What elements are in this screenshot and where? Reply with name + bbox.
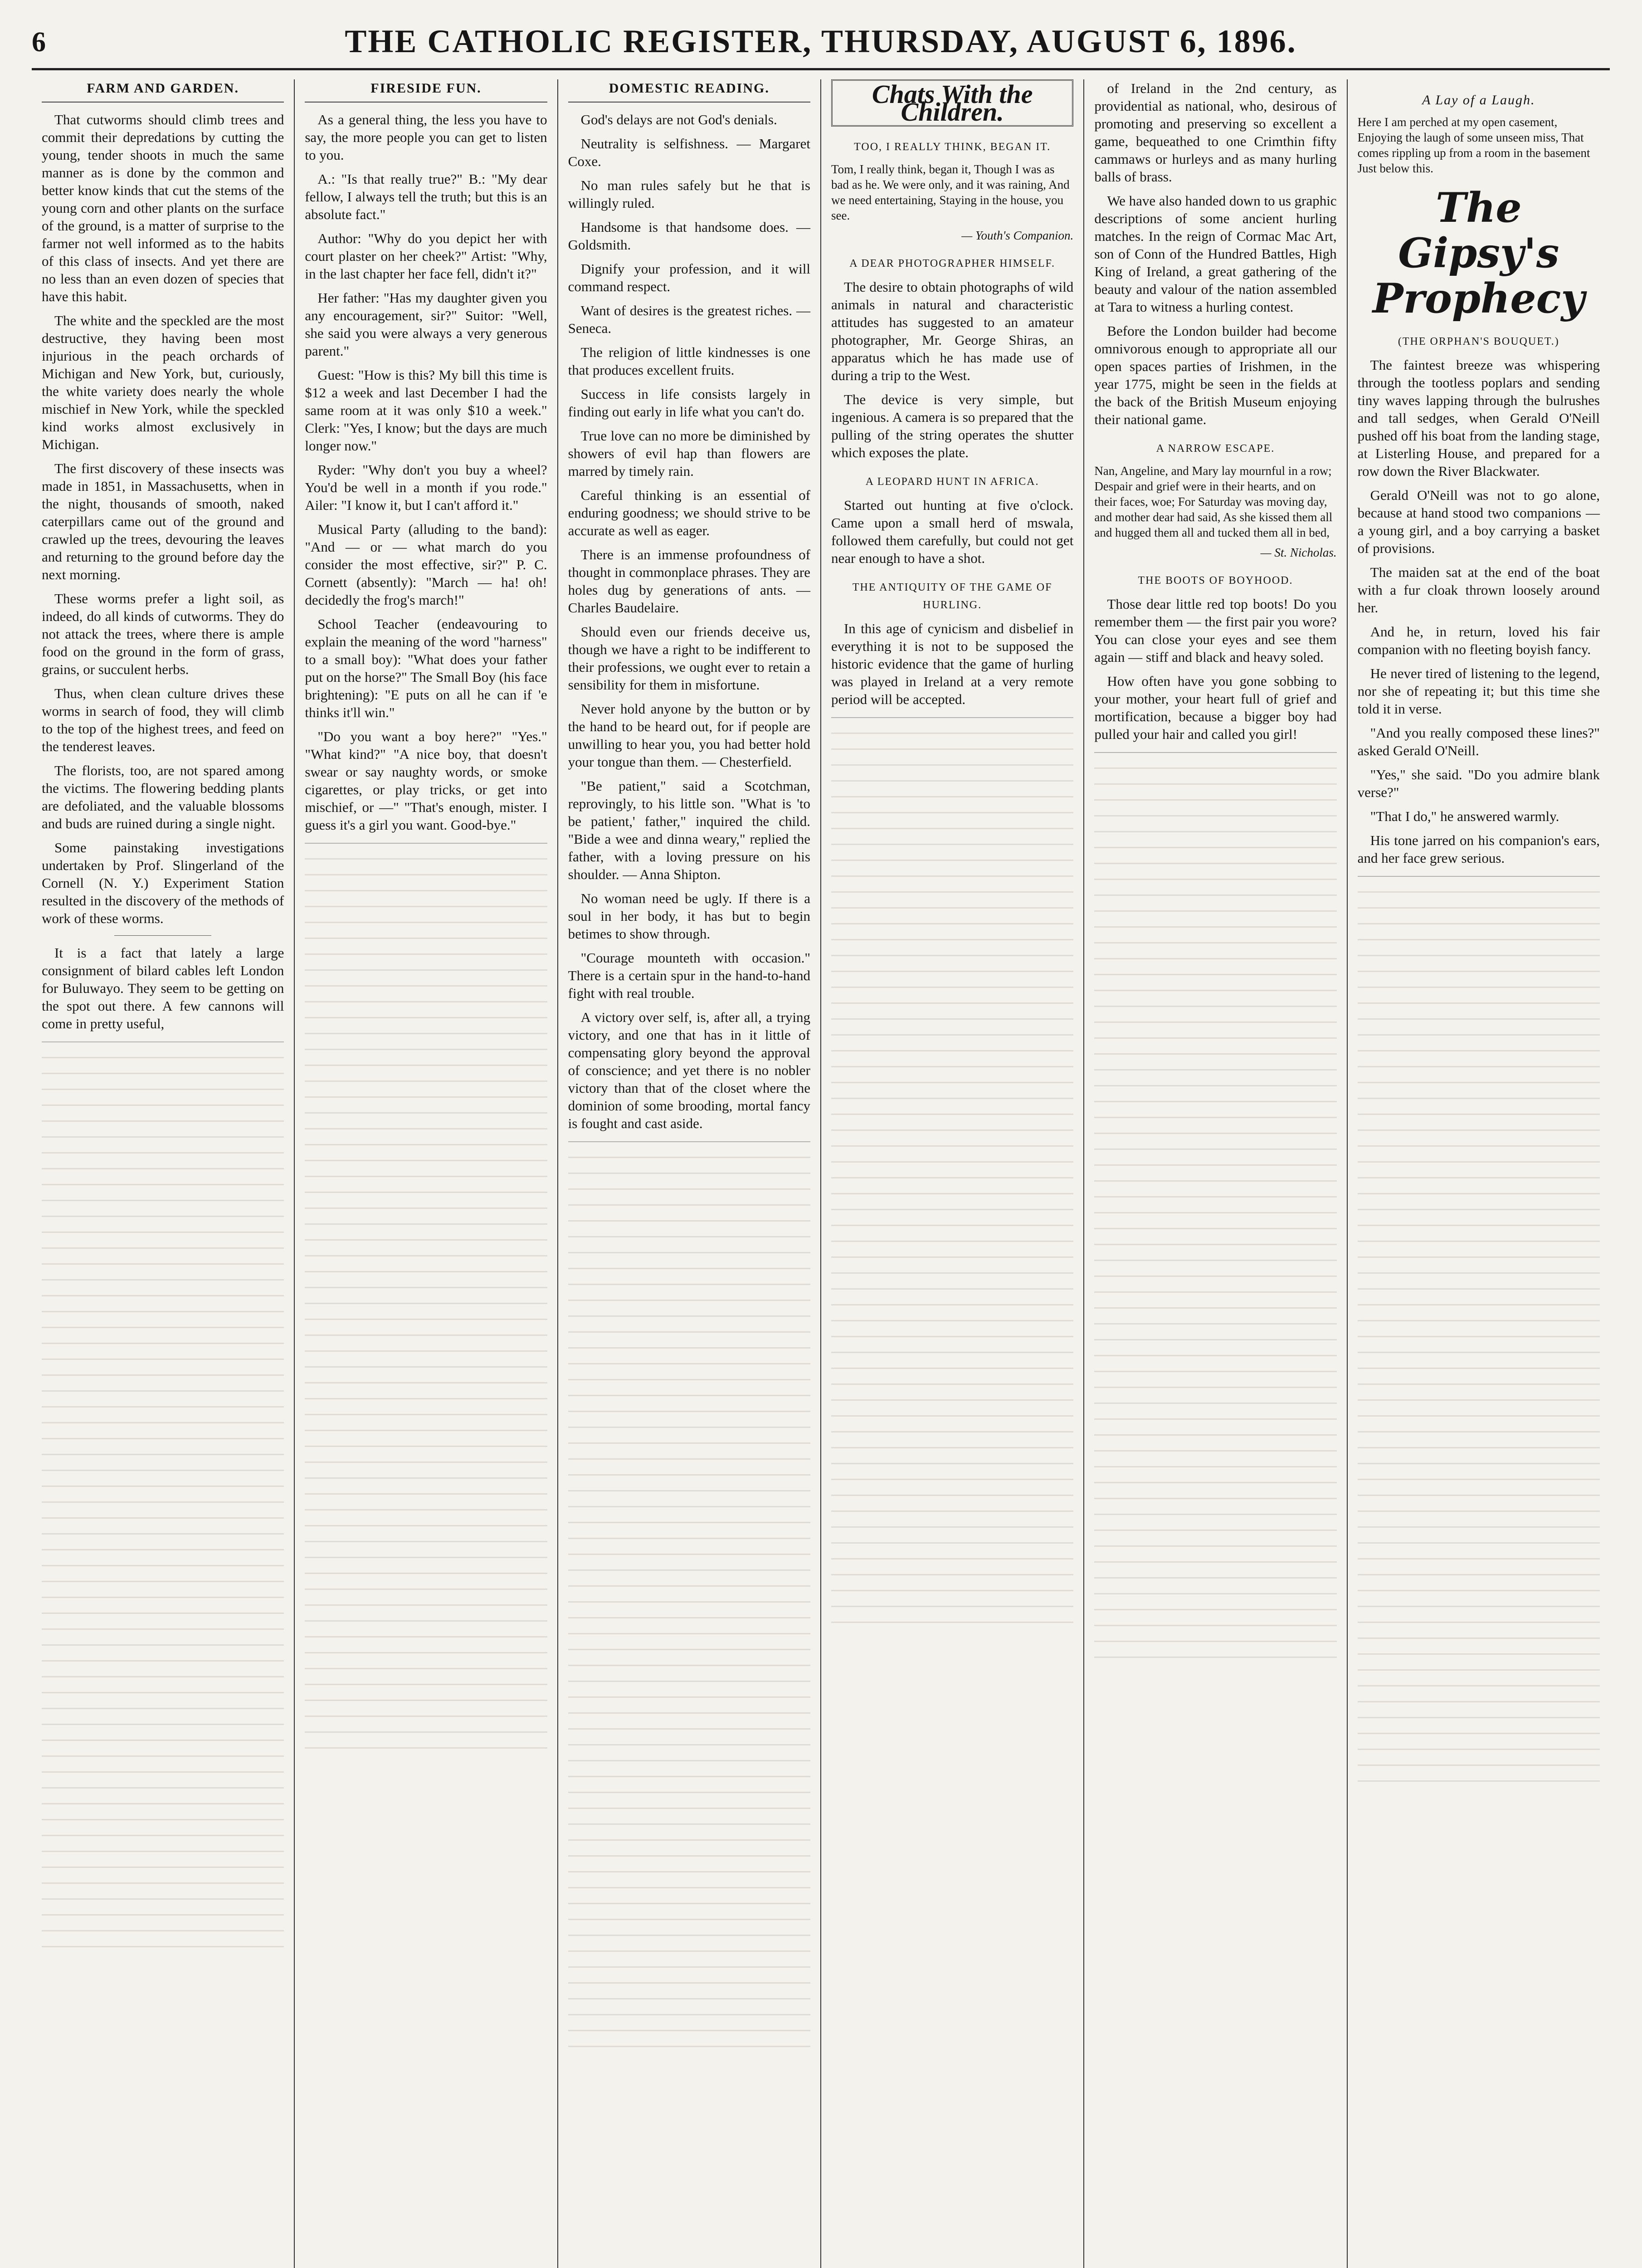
body-text-lines bbox=[831, 717, 1073, 1625]
paragraph: "Yes," she said. "Do you admire blank verse?" bbox=[1357, 767, 1600, 800]
column-gipsys-prophecy bbox=[1348, 79, 1610, 2268]
paragraph: Neutrality is selfishness. — Margaret Coxe. bbox=[568, 136, 810, 169]
paragraph: Guest: "How is this? My bill this time is $12 a week and last December I had the same room at it was only $10 a week." Clerk: "Yes, I know; but the days are much longer now." bbox=[305, 367, 547, 454]
poem bbox=[831, 161, 1073, 243]
paragraph: Thus, when clean culture drives these worms in search of food, they will climb to the top of the highest trees, and feed on the tenderest leaves. bbox=[42, 685, 284, 754]
poem-text: Nan, Angeline, and Mary lay mournful in a row; Despair and grief were in their hearts, and on their faces, woe; For Saturday was moving day, and mother dear had said, As she kissed them all and hugged them all and tucked them all in bed, bbox=[1094, 464, 1333, 539]
paragraph: It is a fact that lately a large consignment of bilard cables left London for Buluwayo. They seem to be getting on the spot out there. A few cannons will come in pretty useful, bbox=[42, 945, 284, 1031]
paragraph: "That I do," he answered warmly. bbox=[1370, 808, 1559, 824]
paragraph: Musical Party (alluding to the band): "And — or — what march do you consider the most effective, sir?" P. C. Cornett (absently): "March — ha! oh! decidedly the frog's march!" bbox=[305, 521, 547, 608]
newspaper-title: THE CATHOLIC REGISTER, THURSDAY, AUGUST 6, 1896. bbox=[345, 23, 1297, 59]
paragraph: How often have you gone sobbing to your mother, your heart full of grief and mortification, because a bigger boy had pulled your hair and called you girl! bbox=[1094, 673, 1337, 742]
article-title: A DEAR PHOTOGRAPHER HIMSELF. bbox=[849, 258, 1055, 269]
paragraph: We have also handed down to us graphic descriptions of some ancient hurling matches. In the reign of Cormac Mac Art, son of Conn of the Hundred Battles, High King of Ireland, a great gathering of the beauty and valour of the nation assembled at Tara to witness a hurling contest. bbox=[1094, 193, 1337, 315]
paragraph: In this age of cynicism and disbelief in everything it is not to be supposed the historic evidence that the game of hurling was played in Ireland at a very remote period will be accepted. bbox=[831, 621, 1074, 707]
paragraph: Her father: "Has my daughter given you any encouragement, sir?" Suitor: "Well, she said you were always a very generous parent." bbox=[305, 290, 547, 359]
paragraph: The maiden sat at the end of the boat with a fur cloak thrown loosely around her. bbox=[1357, 564, 1600, 616]
paragraph: Want of desires is the greatest riches. — Seneca. bbox=[568, 303, 810, 336]
poem-title: A Lay of a Laugh. bbox=[1422, 93, 1535, 108]
paragraph: Ryder: "Why don't you buy a wheel? You'd be well in a month if you rode." Ailer: "I know it, but I can't afford it." bbox=[305, 462, 547, 513]
paragraph: Careful thinking is an essential of enduring goodness; we should strive to be accurate as well as eager. bbox=[568, 487, 810, 538]
poem-title: A NARROW ESCAPE. bbox=[1156, 443, 1275, 455]
body-text-lines bbox=[568, 1141, 810, 2049]
paragraph: School Teacher (endeavouring to explain the meaning of the word "harness" to a small boy): "What does your father put on the horse?" The Small Boy (his face brightening): "E puts on all he can if 'e thinks it'll win." bbox=[305, 616, 547, 720]
poem-text: Here I am perched at my open casement, Enjoying the laugh of some unseen miss, That comes rippling up from a room in the basement Just below this. bbox=[1357, 115, 1590, 175]
section-heading: FIRESIDE FUN. bbox=[305, 79, 547, 103]
body-text-lines bbox=[305, 843, 547, 1751]
paragraph: The first discovery of these insects was made in 1851, in Massachusetts, when in the night, thousands of smooth, naked caterpillars came out of the ground and crawled up the trees, devouring the leaves and returning to the ground before day the next morning. bbox=[42, 460, 284, 582]
paragraph: His tone jarred on his companion's ears, and her face grew serious. bbox=[1357, 832, 1600, 866]
paragraph: The device is very simple, but ingenious. A camera is so prepared that the pulling of the string operates the shutter which exposes the plate. bbox=[831, 391, 1074, 460]
paragraph: "And you really composed these lines?" asked Gerald O'Neill. bbox=[1357, 725, 1600, 758]
story-title: The Gipsy's Prophecy bbox=[1372, 184, 1585, 323]
paragraph: As a general thing, the less you have to say, the more people you can get to listen to you. bbox=[305, 112, 547, 163]
paragraph: The florists, too, are not spared among the victims. The flowering bedding plants are defoliated, and the valuable blossoms and buds are ruined during a single night. bbox=[42, 763, 284, 831]
page-number: 6 bbox=[32, 27, 46, 58]
paragraph: These worms prefer a light soil, as indeed, do all kinds of cutworms. They do not attack the trees, where there is ample food on the ground in the form of grass, grains, or succulent herbs. bbox=[42, 591, 284, 677]
paragraph: Some painstaking investigations undertaken by Prof. Slingerland of the Cornell (N. Y.) Experiment Station resulted in the discovery of the methods of work of these worms. bbox=[42, 840, 284, 926]
paragraph: There is an immense profoundness of thought in commonplace phrases. They are holes dug by generations of ants. — Charles Baudelaire. bbox=[568, 547, 810, 616]
paragraph: The desire to obtain photographs of wild animals in natural and characteristic attitudes has suggested to an amateur photographer, Mr. George Shiras, an apparatus which he has made use of during a trip to the West. bbox=[831, 279, 1074, 383]
column-farm-and-garden bbox=[32, 79, 295, 2268]
paragraph: A victory over self, is, after all, a trying victory, and one that has in it little of compensating glory beyond the approval of conscience; and yet there is no nobler victory than that of the closet where the dominion of some brooding, mortal fancy is fought and cast aside. bbox=[568, 1009, 810, 1131]
masthead bbox=[32, 18, 1610, 70]
attribution: — St. Nicholas. bbox=[1260, 546, 1337, 559]
paragraph: "Do you want a boy here?" "Yes." "What kind?" "A nice boy, that doesn't swear or say naughty words, or smoke cigarettes, or play tricks, or get into mischief, or —" "That's enough, mister. I guess it's a girl you want. Good-bye." bbox=[305, 728, 547, 833]
paragraph: Success in life consists largely in finding out early in life what you can't do. bbox=[568, 386, 810, 420]
paragraph: "Courage mounteth with occasion." There is a certain spur in the hand-to-hand fight with real trouble. bbox=[568, 950, 810, 1001]
column-hurling-continued bbox=[1084, 79, 1347, 2268]
column-domestic-reading bbox=[558, 79, 821, 2268]
attribution: — Youth's Companion. bbox=[961, 229, 1074, 242]
paragraph: The white and the speckled are the most destructive, they having been most injurious in the peach orchards of Michigan and New York, but, curiously, the white variety does nearly the whole mischief in New York, while the speckled kind works almost exclusively in Michigan. bbox=[42, 313, 284, 452]
article-title: THE BOOTS OF BOYHOOD. bbox=[1138, 575, 1293, 587]
paragraph: Never hold anyone by the button or by the hand to be heard out, for if people are unwilling to hear you, you had better hold your tongue than them. — Chesterfield. bbox=[568, 701, 810, 770]
poem-title: TOO, I REALLY THINK, BEGAN IT. bbox=[854, 141, 1051, 153]
paragraph: No man rules safely but he that is willingly ruled. bbox=[568, 177, 810, 211]
paragraph: And he, in return, loved his fair companion with no fleeting boyish fancy. bbox=[1357, 624, 1600, 657]
paragraph: Before the London builder had become omnivorous enough to appropriate all our open spaces parties of Irishmen, in the year 1775, might be seen in the fields at the back of the British Museum enjoying their national game. bbox=[1094, 323, 1337, 427]
paragraph: He never tired of listening to the legend, nor she of repeating it; but this time she told it in verse. bbox=[1357, 665, 1600, 717]
paragraph: Should even our friends deceive us, though we have a right to be indifferent to their professions, we ought ever to retain a sensibility for them in misfortune. bbox=[568, 624, 810, 693]
section-heading: FARM AND GARDEN. bbox=[42, 79, 284, 103]
paragraph: A.: "Is that really true?" B.: "My dear fellow, I always tell the truth; but this is an absolute fact." bbox=[305, 171, 547, 222]
article-title: THE ANTIQUITY OF THE GAME OF HURLING. bbox=[852, 582, 1052, 611]
column-fireside-fun bbox=[295, 79, 558, 2268]
paragraph: That cutworms should climb trees and commit their depredations by cutting the young, tender shoots in much the same manner as is done by the common and better know kinds that cut the stems of the young corn and other plants on the surface of the ground, is a matter of surprise to the farmer not well informed as to the habits of this class of insects. And yet there are no less than an even dozen of species that have this habit. bbox=[42, 112, 284, 304]
paragraph: No woman need be ugly. If there is a soul in her body, it has but to begin betimes to show through. bbox=[568, 890, 810, 942]
section-heading: DOMESTIC READING. bbox=[568, 79, 810, 103]
paragraph: The religion of little kindnesses is one that produces excellent fruits. bbox=[568, 344, 810, 378]
body-text-lines bbox=[1358, 876, 1600, 1784]
columns bbox=[32, 79, 1610, 2268]
poem bbox=[1358, 114, 1600, 176]
paragraph: Handsome is that handsome does. — Goldsmith. bbox=[568, 219, 810, 253]
poem-text: Tom, I really think, began it, Though I was as bad as he. We were only, and it was raining, And we need entertaining, Staying in the house, you see. bbox=[831, 162, 1070, 222]
paragraph: True love can no more be diminished by showers of evil hap than flowers are marred by timely rain. bbox=[568, 428, 810, 479]
paragraph: "Be patient," said a Scotchman, reprovingly, to his little son. "What is 'to be patient,' father," inquired the child. "Bide a wee and dinna weary," replied the father, with a loving pressure on his shoulder. — Anna Shipton. bbox=[568, 778, 810, 882]
paragraph: Gerald O'Neill was not to go alone, because at hand stood two companions — a young girl, and a boy carrying a basket of provisions. bbox=[1357, 487, 1600, 556]
paragraph: Those dear little red top boots! Do you remember them — the first pair you wore? You can close your eyes and see them again — stiff and black and heavy soled. bbox=[1094, 596, 1337, 665]
story-source: (THE ORPHAN'S BOUQUET.) bbox=[1398, 336, 1559, 347]
body-text-lines bbox=[1094, 752, 1336, 1660]
paragraph: God's delays are not God's denials. bbox=[580, 112, 777, 127]
body-text-lines bbox=[42, 1041, 284, 1950]
column-chats-with-children bbox=[821, 79, 1084, 2268]
paragraph: The faintest breeze was whispering through the tootless poplars and sending tiny waves lapping through the bulrushes and tall sedges, when Gerald O'Neill pushed off his boat from the landing stage, at Listerling House, and prepared for a row down the River Blackwater. bbox=[1357, 357, 1600, 479]
section-heading: Chats With the Children. bbox=[831, 79, 1073, 127]
poem bbox=[1094, 463, 1336, 560]
paragraph: Author: "Why do you depict her with court plaster on her cheek?" Artist: "Why, in the last chapter her face fell, didn't it?" bbox=[305, 230, 547, 282]
paragraph: of Ireland in the 2nd century, as providential as national, who, desirous of promoting and preserving so excellent a game, bequeathed to one Crimthin fifty cammaws or hurleys and as many hurling balls of brass. bbox=[1094, 80, 1337, 185]
article-title: A LEOPARD HUNT IN AFRICA. bbox=[865, 476, 1039, 488]
paragraph: Dignify your profession, and it will command respect. bbox=[568, 261, 810, 294]
paragraph: Started out hunting at five o'clock. Came upon a small herd of mswala, followed them carefully, but could not get near enough to have a shot. bbox=[831, 497, 1074, 566]
divider bbox=[114, 935, 211, 936]
